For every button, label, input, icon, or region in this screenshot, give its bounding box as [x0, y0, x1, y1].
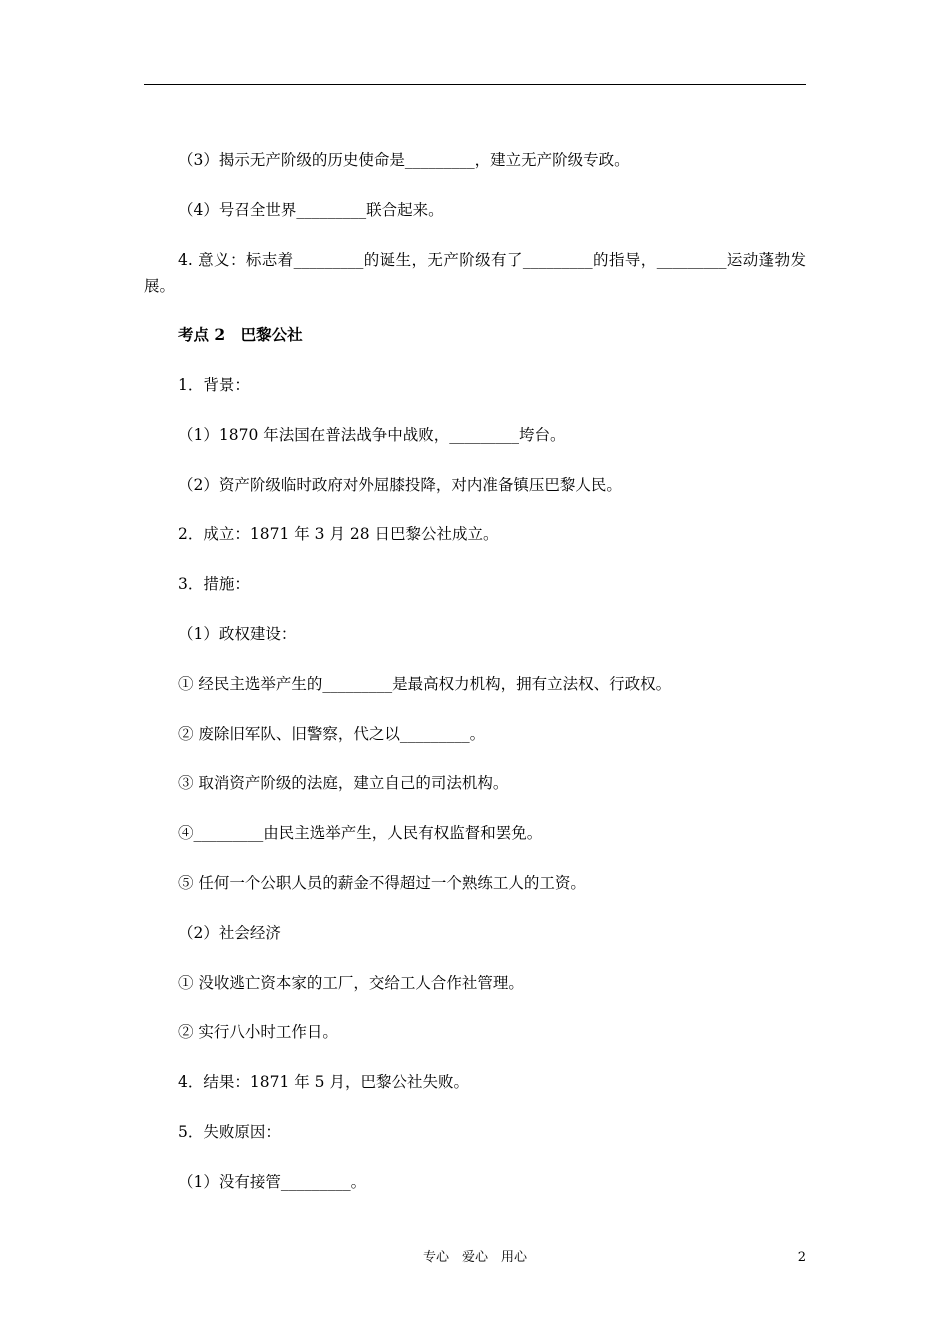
text-line-social-economy: （2）社会经济 — [178, 924, 281, 942]
text-line-measure-1: ① 经民主选举产生的_________是最高权力机构，拥有立法权、行政权。 — [178, 675, 672, 693]
text-line-background: 1．背景： — [178, 376, 250, 394]
text-line-establishment: 2．成立：1871 年 3 月 28 日巴黎公社成立。 — [178, 525, 499, 543]
text-line-failure-reasons: 5．失败原因： — [178, 1123, 281, 1141]
text-line-political-construction: （1）政权建设： — [178, 625, 297, 643]
text-line-measure-5: ⑤ 任何一个公职人员的薪金不得超过一个熟练工人的工资。 — [178, 874, 586, 892]
section-heading-paris-commune: 考点 2 巴黎公社 — [178, 325, 303, 344]
text-line-measure-4: ④_________由民主选举产生，人民有权监督和罢免。 — [178, 824, 543, 842]
text-line-unite-call: （4）号召全世界_________联合起来。 — [178, 201, 444, 219]
text-line-proletariat-mission: （3）揭示无产阶级的历史使命是_________，建立无产阶级专政。 — [178, 151, 630, 169]
text-line-measures: 3．措施： — [178, 575, 250, 593]
text-line-background-1: （1）1870 年法国在普法战争中战败，_________垮台。 — [178, 426, 566, 444]
text-paragraph-significance: 4. 意义：标志着_________的诞生，无产阶级有了_________的指导，_________运动蓬勃发展。 — [144, 251, 806, 295]
text-line-background-2: （2）资产阶级临时政府对外屈膝投降，对内准备镇压巴黎人民。 — [178, 476, 622, 494]
page-footer-motto: 专心 爱心 用心 — [422, 1250, 527, 1265]
text-line-failure-reason-1: （1）没有接管_________。 — [178, 1173, 367, 1191]
text-line-measure-3: ③ 取消资产阶级的法庭，建立自己的司法机构。 — [178, 774, 509, 792]
text-line-economy-1: ① 没收逃亡资本家的工厂，交给工人合作社管理。 — [178, 974, 524, 992]
text-line-result: 4．结果：1871 年 5 月，巴黎公社失败。 — [178, 1073, 469, 1091]
text-line-measure-2: ② 废除旧军队、旧警察，代之以_________。 — [178, 725, 486, 743]
page-number: 2 — [797, 1250, 806, 1265]
header-rule — [144, 84, 806, 85]
text-line-economy-2: ② 实行八小时工作日。 — [178, 1023, 338, 1041]
